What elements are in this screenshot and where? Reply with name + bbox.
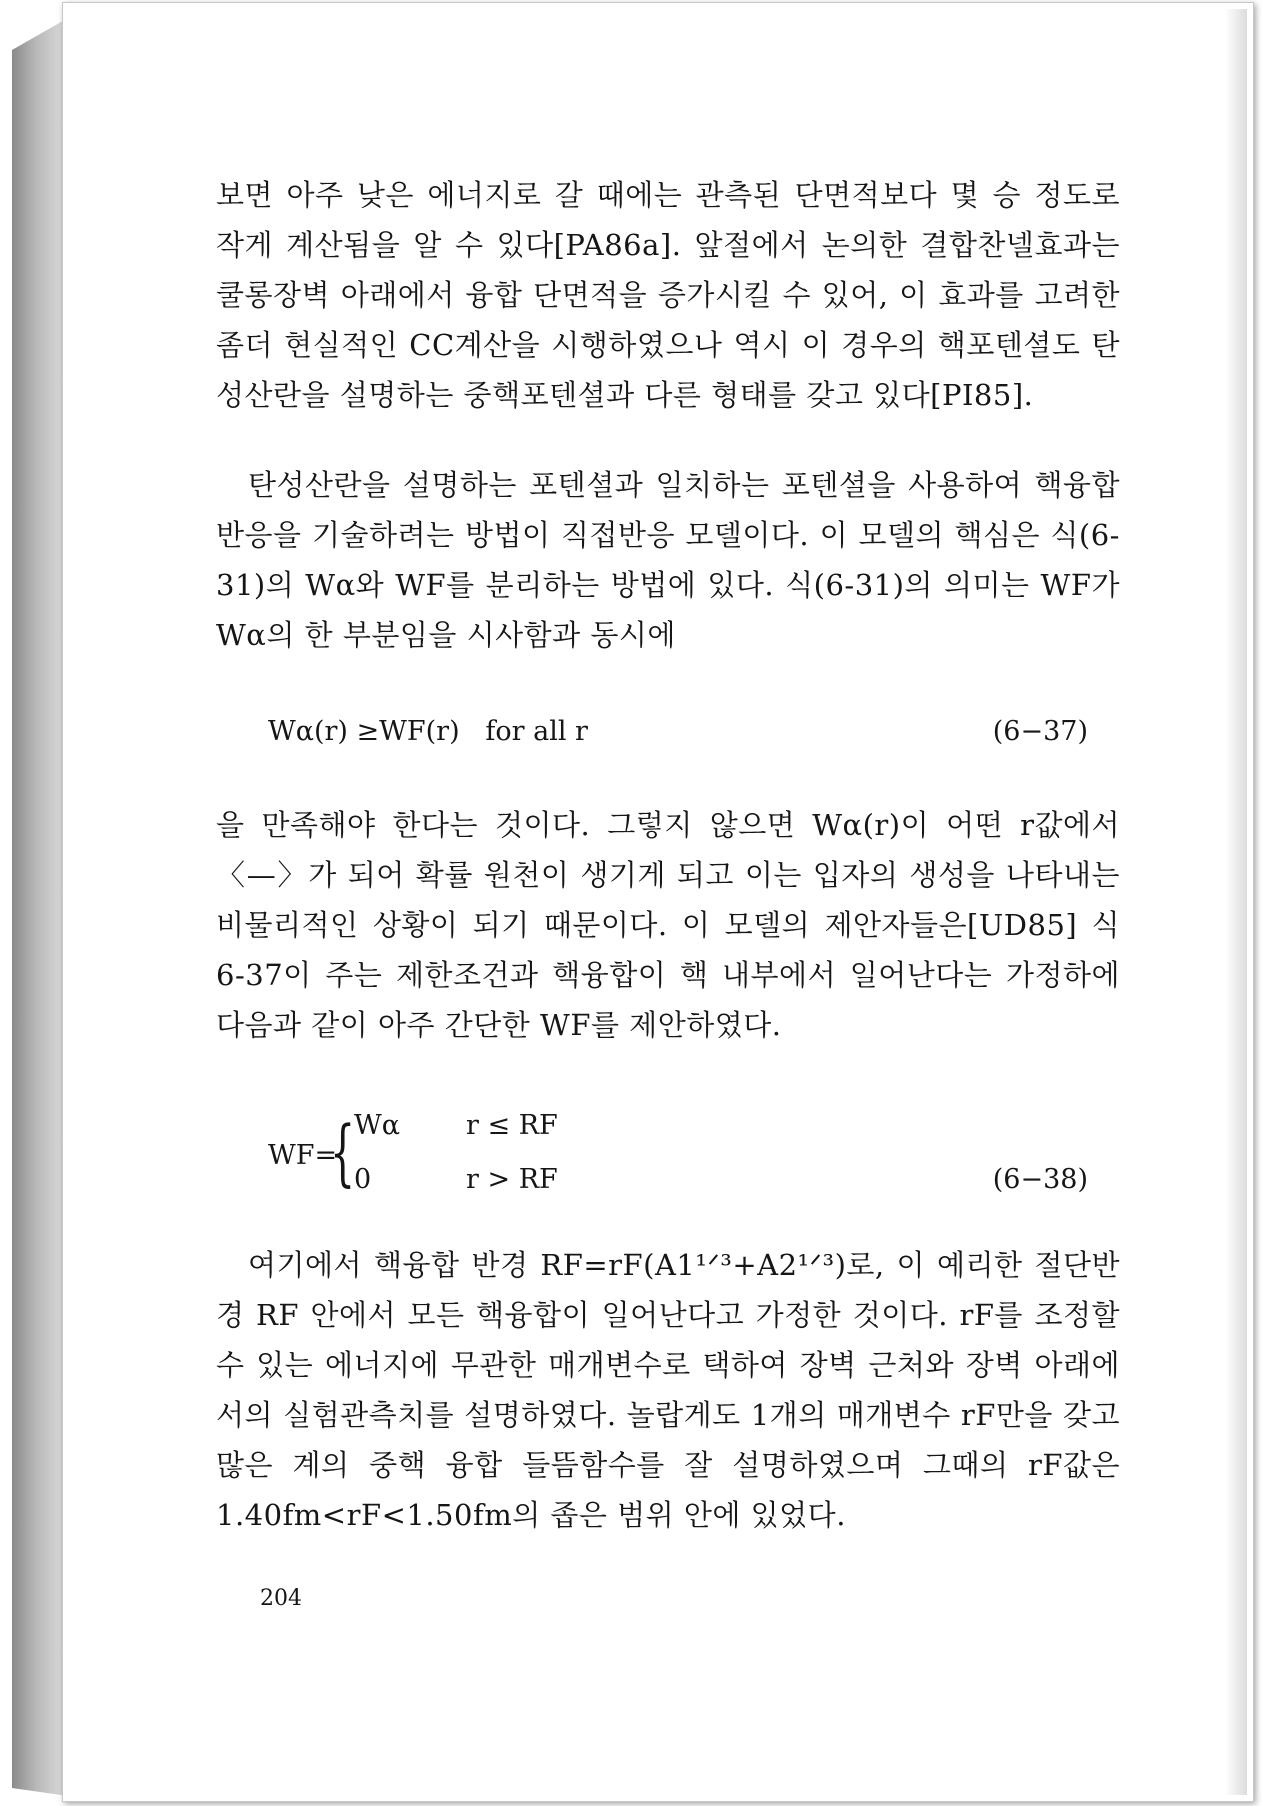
paragraph-3 [216, 800, 1120, 1050]
paragraph-4 [216, 1240, 1120, 1540]
equation-6-38-case1: Wα [354, 1110, 400, 1141]
page-number: 204 [260, 1586, 302, 1611]
equation-6-37 [268, 716, 1088, 747]
equation-6-38-lhs: WF= [268, 1140, 338, 1171]
paragraph-2-text: 탄성산란을 설명하는 포텐셜과 일치하는 포텐셜을 사용하여 핵융합 반응을 기술하려는 방법이 직접반응 모델이다. 이 모델의 핵심은 식(6-31)의 Wα와 WF를 분리하는 방법에 있다. 식(6-31)의 의미는 WF가 Wα의 한 부분임을 시사함과 동시에 [216, 468, 1120, 652]
page-edge-shadow [1225, 9, 1247, 1795]
paragraph-4-text: 여기에서 핵융합 반경 RF=rF(A1¹ᐟ³+A2¹ᐟ³)로, 이 예리한 절단반경 RF 안에서 모든 핵융합이 일어난다고 가정한 것이다. rF를 조정할 수 있는 에너지에 무관한 매개변수로 택하여 장벽 근처와 장벽 아래에서의 실험관측치를 설명하였다. 놀랍게도 1개의 매개변수 rF만을 갖고 많은 계의 중핵 융합 들뜸함수를 잘 설명하였으며 그때의 rF값은 1.40fm<rF<1.50fm의 좁은 범위 안에 있었다. [216, 1248, 1120, 1532]
paragraph-3-text: 을 만족해야 한다는 것이다. 그렇지 않으면 Wα(r)이 어떤 r값에서 〈—〉가 되어 확률 원천이 생기게 되고 이는 입자의 생성을 나타내는 비물리적인 상황이 되기 때문이다. 이 모델의 제안자들은[UD85] 식 6-37이 주는 제한조건과 핵융합이 핵 내부에서 일어난다는 가정하에 다음과 같이 아주 간단한 WF를 제안하였다. [216, 808, 1120, 1042]
equation-6-37-body: Wα(r) ≥WF(r) for all r [268, 716, 588, 747]
curly-brace-icon: { [330, 1110, 356, 1194]
equation-6-37-number: (6−37) [992, 716, 1088, 747]
paragraph-2 [216, 460, 1120, 660]
equation-6-38-condition2: r > RF [466, 1164, 558, 1195]
paragraph-1-text: 보면 아주 낮은 에너지로 갈 때에는 관측된 단면적보다 몇 승 정도로 작게 계산됨을 알 수 있다[PA86a]. 앞절에서 논의한 결합찬넬효과는 쿨롱장벽 아래에서 융합 단면적을 증가시킬 수 있어, 이 효과를 고려한 좀더 현실적인 CC계산을 시행하였으나 역시 이 경우의 핵포텐셜도 탄성산란을 설명하는 중핵포텐셜과 다른 형태를 갖고 있다[PI85]. [216, 178, 1120, 412]
paragraph-1 [216, 170, 1120, 420]
equation-6-38 [268, 1110, 1088, 1220]
equation-6-38-condition1: r ≤ RF [466, 1110, 558, 1141]
equation-6-38-number: (6−38) [992, 1164, 1088, 1195]
equation-6-38-case2: 0 [354, 1164, 372, 1195]
